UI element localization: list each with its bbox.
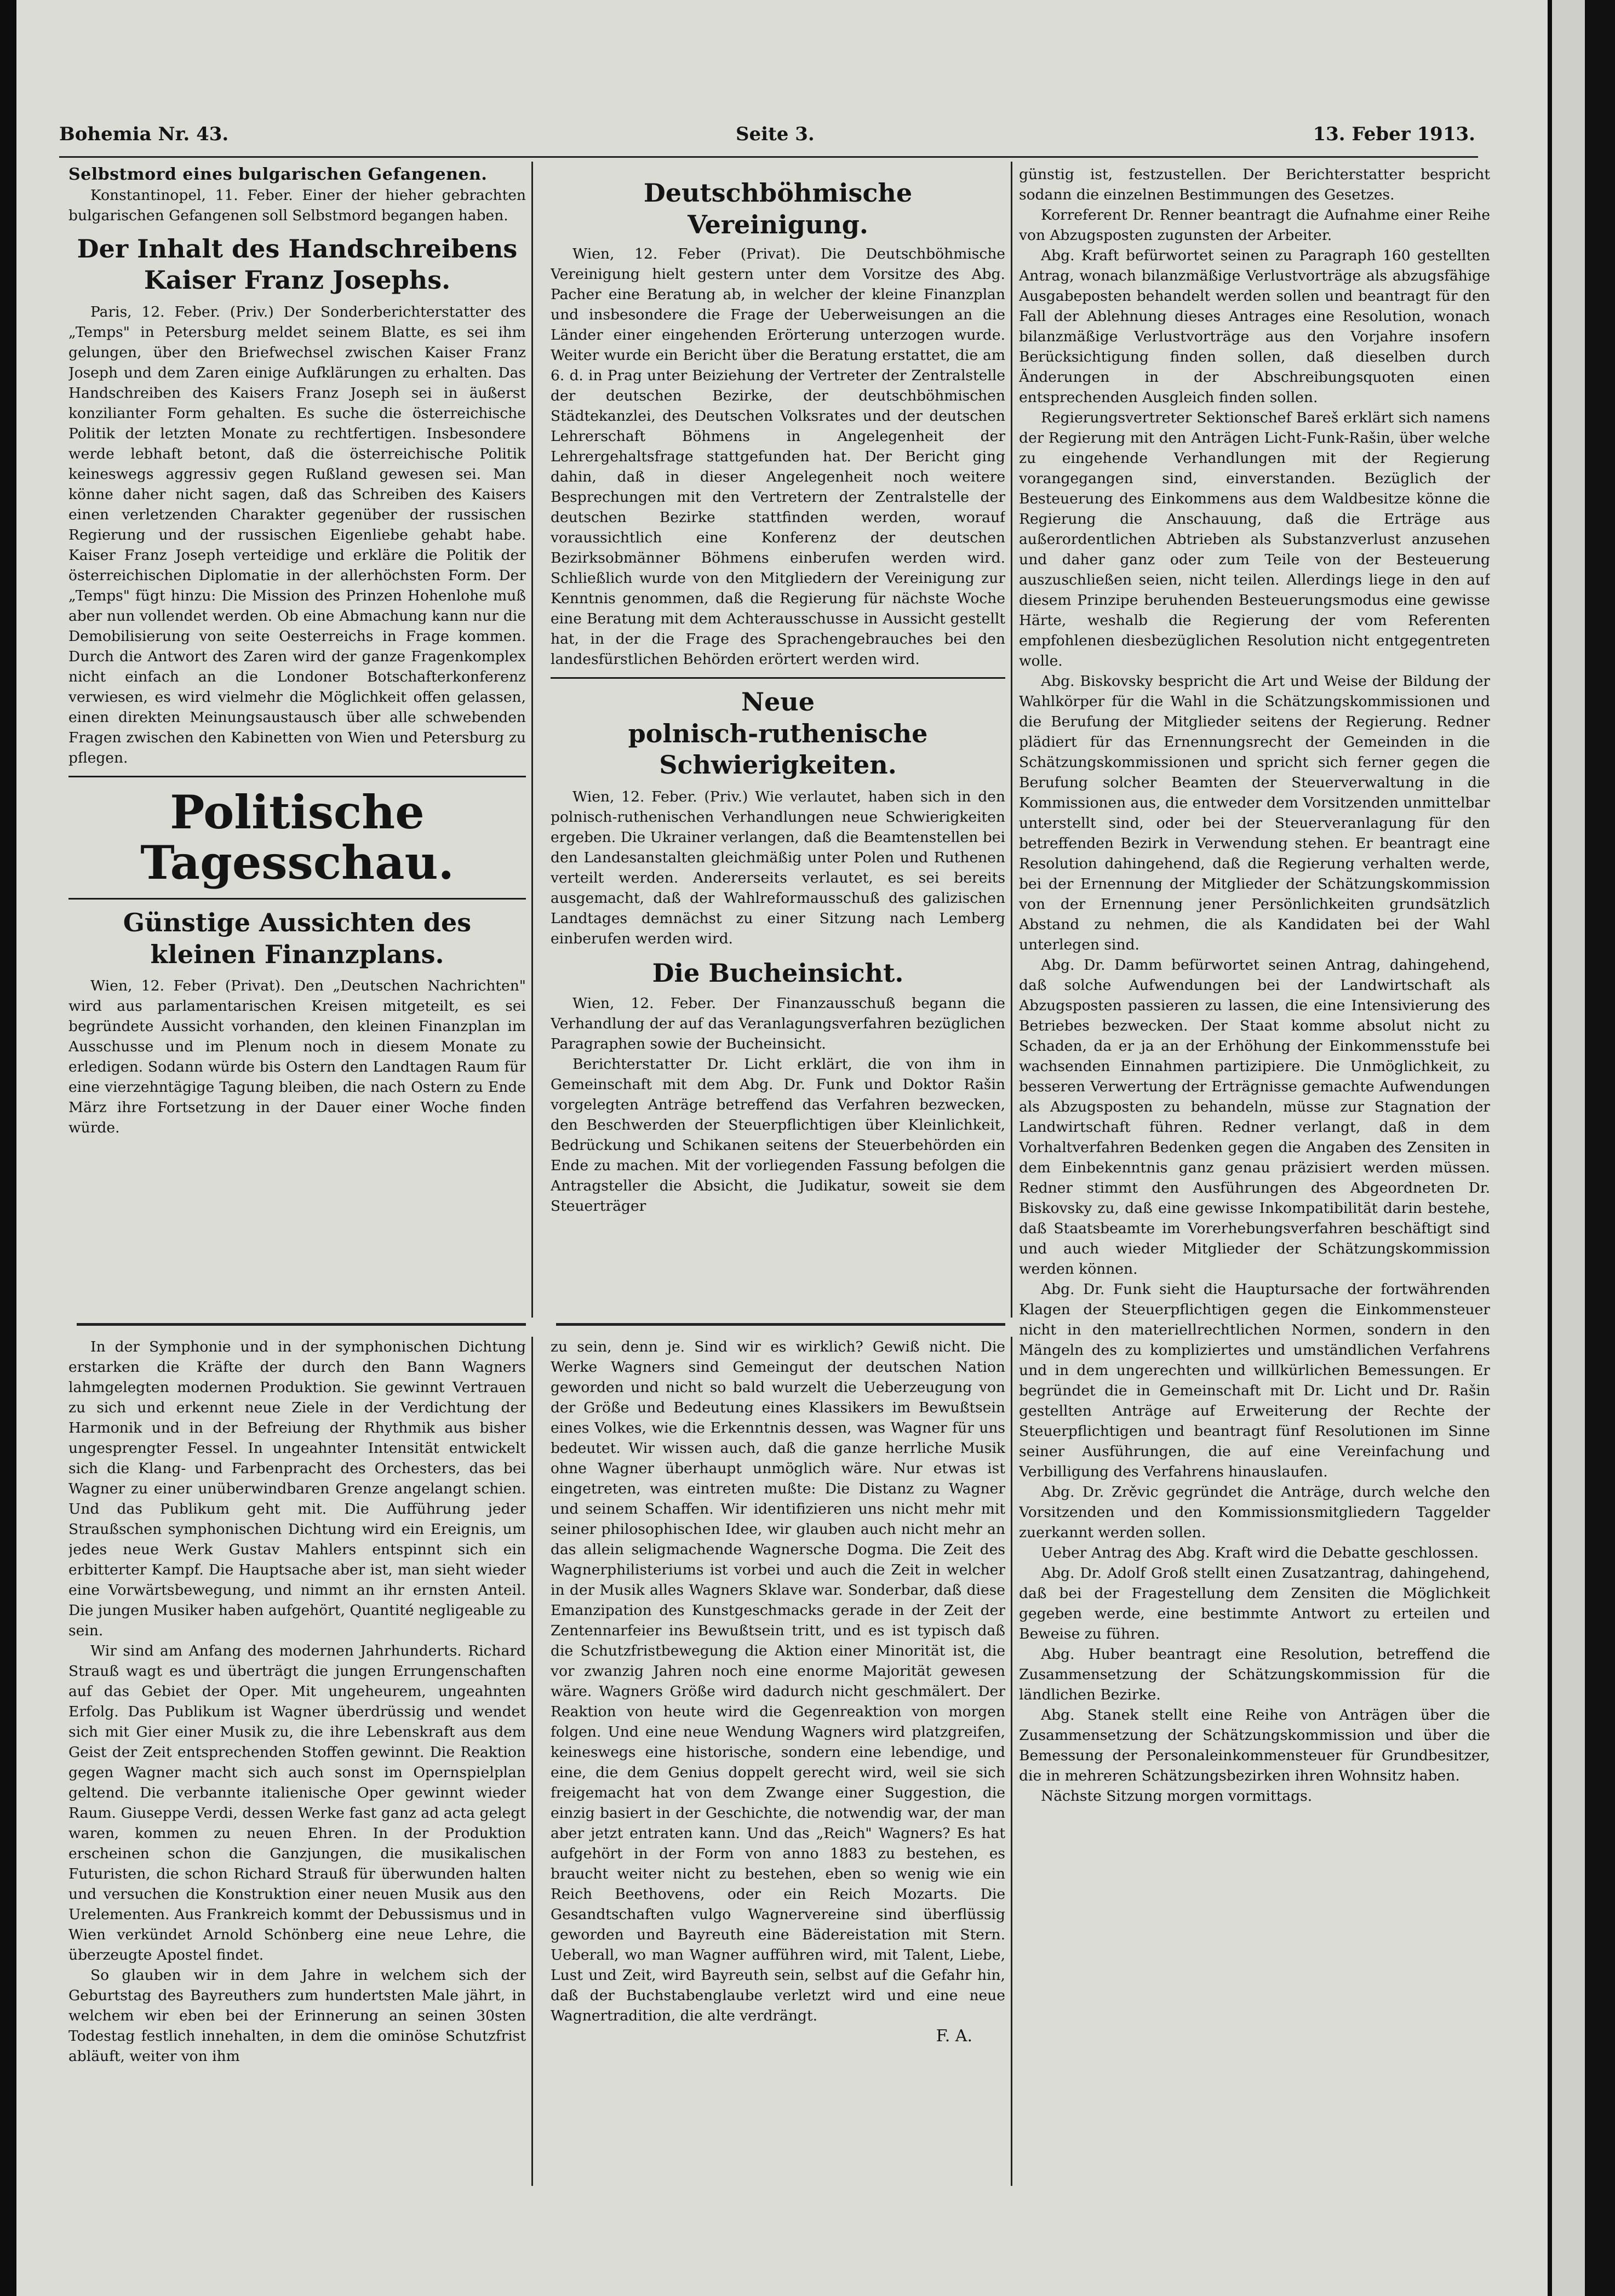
section-rule xyxy=(68,898,526,900)
feuilleton-column-2 xyxy=(551,1337,1005,2191)
masthead-paper-issue: Bohemia Nr. 43. xyxy=(59,123,229,145)
feuilleton-separator-right xyxy=(556,1323,1005,1326)
article-col3-p11: Abg. Huber beantragt eine Resolution, betreffend die Zusammensetzung der Schätzungskommission für die ländlichen Bezirke. xyxy=(1019,1646,1490,1703)
article-col3-p7: Abg. Dr. Funk sieht die Hauptursache der fortwährenden Klagen der Steuerpflichtigen gegen die Einkommensteuer nicht in den materiellrechtlichen Normen, sondern in den Mängeln des zu kompliziertes und umständlichen Verfahrens und in dem ungerechten und willkürlichen Bemessungen. Er begründet die in Gemeinschaft mit Dr. Licht und Dr. Rašin gestellten Anträge auf Erweiterung der Rechte der Steuerpflichtigen und beantragt fünf Resolutionen im Sinne seiner Ausführungen, die auf eine Vereinfachung und Verbilligung des Verfahrens hinauslaufen. xyxy=(1019,1281,1490,1480)
feuilleton-column-1 xyxy=(68,1337,526,2191)
headline-polnisch-ruthenisch: polnisch-ruthenische Schwierigkeiten. xyxy=(628,718,928,780)
article-col3-p13: Nächste Sitzung morgen vormittags. xyxy=(1041,1788,1313,1805)
headline-handschreiben: Der Inhalt des Handschreibens Kaiser Franz Josephs. xyxy=(77,233,518,295)
feuilleton-paragraph: Wir sind am Anfang des modernen Jahrhunderts. Richard Strauß wagt es und überträgt die jungen Errungenschaften auf das Gebiet der Oper. Mit ungeheurem, ungeahnten Erfolg. Das Publikum ist Wagner überdrüssig und wendet sich mit Gier einer Musik zu, die ihre Lebenskraft aus dem Geist der Zeit entsprechenden Stoffen gewinnt. Die Reaktion gegen Wagner macht sich auch sonst im Opernspielplan geltend. Die verbannte italienische Oper gewinnt wieder Raum. Giuseppe Verdi, dessen Werke fast ganz ad acta gelegt waren, kommen zu neuen Ehren. In der Produktion erscheinen schon die Ganzjungen, die musikalischen Futuristen, die schon Richard Strauß für überwunden halten und versuchen die Konstruktion einer neuen Musik aus den Urelementen. Aus Frankreich kommt der Debussismus und in Wien verkündet Arnold Schönberg eine neue Lehre, die überzeugte Apostel findet. xyxy=(68,1642,526,1963)
article-col3-p9: Ueber Antrag des Abg. Kraft wird die Debatte geschlossen. xyxy=(1041,1544,1479,1561)
masthead-rule xyxy=(59,156,1478,158)
column-rule-1 xyxy=(531,162,533,1318)
article-col3-p4: Regierungsvertreter Sektionschef Bareš erklärt sich namens der Regierung mit den Anträgen Licht-Funk-Rašin, über welche zu eingehende Verhandlungen mit der Regierung vorangegangen sind, einverstanden. Bezüglich der Besteuerung des Einkommens aus dem Waldbesitze könne die Regierung die Anschauung, daß die Erträge aus außerordentlichen Abtrieben als Substanzverlust anzusehen und daher ganz oder zum Teile von der Besteuerung auszuschließen seien, nicht teilen. Allerdings liege in den auf diesem Prinzipe beruhenden Besteuerungsmodus eine gewisse Härte, weshalb die Regierung der vom Referenten empfohlenen diesbezüglichen Resolution nicht entgegentreten wolle. xyxy=(1019,409,1490,669)
article-bucheinsicht-1: Wien, 12. Feber. Der Finanzausschuß begann die Verhandlung der auf das Veranlagungsverfahren bezüglichen Paragraphen sowie der Bucheinsicht. xyxy=(551,995,1005,1052)
article-col3-p2: Korreferent Dr. Renner beantragt die Aufnahme einer Reihe von Abzugsposten zugunsten der Arbeiter. xyxy=(1019,207,1490,244)
article-col3-p5: Abg. Biskovsky bespricht die Art und Weise der Bildung der Wahlkörper für die Wahl in die Schätzungskommissionen und die Berufung der Mitglieder seitens der Regierung. Redner plädiert für das Ernennungsrecht der Gemeinden in die Schätzungskommissionen und spricht sich ferner gegen die Berufung solcher Beamten der Steuerverwaltung in die Kommissionen aus, die entweder dem Vorsitzenden unmittelbar unterstellt sind, oder bei der Steuerveranlagung für den betreffenden Bezirk in Verwendung stehen. Er beantragt eine Resolution dahingehend, daß die Regierung verhalten werde, bei der Ernennung der Mitglieder der Schätzungskommission von der Ernennung jener Persönlichkeiten grundsätzlich Abstand zu nehmen, die als Kandidaten bei der Wahl unterlegen sind. xyxy=(1019,673,1490,953)
section-rule xyxy=(551,677,1005,679)
column-1-news xyxy=(68,164,526,1309)
headline-finanzplan: Günstige Aussichten des kleinen Finanzplans. xyxy=(123,908,472,969)
column-3-news xyxy=(1019,164,1490,2202)
section-title-tagesschau: Politische Tagesschau. xyxy=(140,785,454,890)
article-col3-p8: Abg. Dr. Zrěvic gegründet die Anträge, durch welche den Vorsitzenden und den Kommissionsmitgliedern Taggelder zuerkannt werden sollen. xyxy=(1019,1484,1490,1541)
article-col3-p10: Abg. Dr. Adolf Groß stellt einen Zusatzantrag, dahingehend, daß bei der Fragestellung dem Zensiten die Möglichkeit gegeben werde, eine bestimmte Antwort zu erteilen und Beweise zu führen. xyxy=(1019,1565,1490,1642)
article-col3-p3: Abg. Kraft befürwortet seinen zu Paragraph 160 gestellten Antrag, wonach bilanzmäßige Verlustvorträge als abzugsfähige Ausgabeposten behandelt werden sollen und beantragt für den Fall der Ablehnung dieses Antrages eine Resolution, wonach bilanzmäßige Verlustvorträge aus den Vorjahre insofern Berücksichtigung finden sollen, daß dieselben durch Änderungen in der Abschreibungsquoten einen entsprechenden Ausgleich finden sollen. xyxy=(1019,247,1490,406)
feuilleton-paragraph: zu sein, denn je. Sind wir es wirklich? Gewiß nicht. Die Werke Wagners sind Gemeingut der deutschen Nation geworden und nicht so bald wurzelt die Ueberzeugung von der Größe und Bedeutung eines Klassikers im Bewußtsein eines Volkes, wie die Erkenntnis dessen, was Wagner für uns bedeutet. Wir wissen auch, daß die ganze herrliche Musik ohne Wagner überhaupt unmöglich wäre. Nur etwas ist eingetreten, was eintreten mußte: Die Distanz zu Wagner und seinem Schaffen. Wir identifizieren uns nicht mehr mit seiner philosophischen Idee, wir glauben auch nicht mehr an das allein seligmachende Wagnersche Dogma. Die Zeit des Wagnerphilisteriums ist vorbei und auch die Zeit in welcher in der Musik alles Wagners Sklave war. Sonderbar, daß diese Emanzipation des Kunstgeschmacks gerade in der Zeit der Zentennarfeier ins Bewußtsein tritt, und es ist typisch daß die Schutzfristbewegung die Aktion einer Minorität ist, die vor zwanzig Jahren noch eine enorme Majorität gewesen wäre. Wagners Größe wird dadurch nicht geschmälert. Der Reaktion von heute wird die Gegenreaktion von morgen folgen. Und eine neue Wendung Wagners wird platzgreifen, keineswegs eine historische, sondern eine lebendige, und eine, die dem Genius doppelt gerecht wird, weil sie sich freigemacht hat von dem Zwange einer Suggestion, die einzig basiert in der Geschichte, die notwendig war, der man aber jetzt entraten kann. Und das „Reich" Wagners? Es hat aufgehört in der Form von anno 1883 zu bestehen, es braucht weiter nicht zu bestehen, eben so wenig wie ein Reich Beethovens, oder ein Reich Mozarts. Die Gesandtschaften vulgo Wagnervereine sind überflüssig geworden und Bayreuth eine Bädereistation mit Stern. Ueberall, wo man Wagner aufführen wird, mit Talent, Liebe, Lust und Zeit, wird Bayreuth sein, selbst auf die Gefahr hin, daß der Buchstabenglaube verletzt wird und eine neue Wagnertradition, die alte verdrängt. xyxy=(551,1338,1005,2024)
article-selbstmord: Konstantinopel, 11. Feber. Einer der hieher gebrachten bulgarischen Gefangenen soll Selbstmord begangen haben. xyxy=(68,186,526,224)
newspaper-page xyxy=(16,0,1548,2296)
feuilleton-paragraph: So glauben wir in dem Jahre in welchem sich der Geburtstag des Bayreuthers zum hundertsten Male jährt, in welchem wir eben bei der Erinnerung an seinen 30sten Todestag festlich innehalten, in dem die ominöse Schutzfrist abläuft, weiter von ihm xyxy=(68,1967,526,2065)
feuilleton-separator-left xyxy=(77,1323,526,1326)
headline-neue: Neue xyxy=(741,687,815,717)
scan-edge xyxy=(1585,0,1615,2296)
masthead-date: 13. Feber 1913. xyxy=(1313,123,1475,145)
article-col3-p1: günstig ist, festzustellen. Der Berichterstatter bespricht sodann die einzelnen Bestimmungen des Gesetzes. xyxy=(1019,166,1490,203)
article-col3-p12: Abg. Stanek stellt eine Reihe von Anträgen über die Zusammensetzung der Schätzungskommission und über die Bemessung der Personaleinkommensteuer für Grundbesitzer, die in mehreren Schätzungsbezirken ihren Wohnsitz haben. xyxy=(1019,1707,1490,1784)
article-finanzplan: Wien, 12. Feber (Privat). Den „Deutschen Nachrichten" wird aus parlamentarischen Kreisen mitgeteilt, es sei begründete Aussicht vorhanden, den kleinen Finanzplan im Ausschusse und im Plenum noch in diesem Monate zu erledigen. Sodann würde bis Ostern den Landtagen Raum für eine vierzehntägige Tagung bleiben, die nach Ostern zu Ende März ihre Fortsetzung in der Dauer einer Woche finden würde. xyxy=(68,977,526,1137)
column-rule-feuilleton-1 xyxy=(531,1337,533,2186)
article-col3-p6: Abg. Dr. Damm befürwortet seinen Antrag, dahingehend, daß solche Aufwendungen bei der Landwirtschaft als Abzugsposten passieren zu lassen, die eine Intensivierung des Betriebes bezwecken. Der Staat komme absolut nicht zu Schaden, da er ja an der Erhöhung der Einkommensstufe bei wachsenden Einnahmen partizipiere. Die Unmöglichkeit, zu besseren Verwertung der Erträgnisse gemachte Aufwendungen als Abzugsposten zu behandeln, müsse zur Stagnation der Landwirtschaft führen. Redner verlangt, daß in dem Vorhaltverfahren Bedenken gegen die Angaben des Zensiten in dem Einbekenntnis ganz genau präzisiert werden müssen. Redner stimmt den Ausführungen des Abgeordneten Dr. Biskovsky zu, daß eine gewisse Inkompatibilität darin bestehe, daß Staatsbeamte im Vorerhebungsverfahren beschäftigt sind und auch wieder Mitglieder der Schätzungskommission werden können. xyxy=(1019,957,1490,1278)
feuilleton-paragraph: In der Symphonie und in der symphonischen Dichtung erstarken die Kräfte der durch den Bann Wagners lahmgelegten modernen Produktion. Sie gewinnt Vertrauen zu sich und erkennt neue Ziele in der Verdichtung der Harmonik und in der Befreiung der Rhythmik aus bisher ungesprengter Fessel. In ungeahnter Intensität entwickelt sich die Klang- und Farbenpracht des Orchesters, das bei Wagner zu einer unüberwindbaren Grenze angelangt schien. Und das Publikum geht mit. Die Aufführung jeder Straußschen symphonischen Dichtung wird ein Ereignis, um jedes neue Werk Gustav Mahlers entspinnt sich ein erbitterter Kampf. Die Hauptsache aber ist, man sieht wieder eine Vorwärtsbewegung, und nimmt an ihr ernsten Anteil. Die jungen Musiker haben aufgehört, Quantité negligeable zu sein. xyxy=(68,1338,526,1639)
masthead-page-number: Seite 3. xyxy=(736,123,815,145)
column-rule-2 xyxy=(1011,162,1012,1318)
column-rule-feuilleton-2 xyxy=(1011,1337,1012,2186)
article-deutschboehmische: Wien, 12. Feber (Privat). Die Deutschböhmische Vereinigung hielt gestern unter dem Vorsitze des Abg. Pacher eine Beratung ab, in welcher der kleine Finanzplan und insbesondere die Frage der Ueberweisungen an die Länder einer eingehenden Erörterung unterzogen wurde. Weiter wurde ein Bericht über die Beratung erstattet, die am 6. d. in Prag unter Beiziehung der Vertreter der Zentralstelle der deutschen Bezirke, der deutschböhmischen Städtekanzlei, des Deutschen Volksrates und der deutschen Lehrerschaft Böhmens in Angelegenheit der Lehrergehaltsfrage stattgefunden hat. Der Bericht ging dahin, daß in dieser Angelegenheit noch weitere Besprechungen mit den Vertretern der Zentralstelle der deutschen Bezirke stattfinden werden, worauf voraussichtlich eine Konferenz der deutschen Bezirksobmänner Böhmens einberufen werden wird. Schließlich wurde von den Mitgliedern der Vereinigung zur Kenntnis genommen, daß die Regierung für nächste Woche eine Beratung mit dem Achterausschusse in Aussicht gestellt hat, in der die Frage des Sprachengebrauches bei den landesfürstlichen Behörden erörtert werden wird. xyxy=(551,245,1005,668)
headline-deutschboehmische: Deutschböhmische Vereinigung. xyxy=(643,178,913,239)
scan-border xyxy=(1552,0,1585,2296)
feuilleton-signature: F. A. xyxy=(936,2026,972,2046)
headline-bucheinsicht: Die Bucheinsicht. xyxy=(652,958,904,988)
headline-selbstmord: Selbstmord eines bulgarischen Gefangenen. xyxy=(68,165,488,184)
masthead xyxy=(59,123,1475,151)
column-2-news xyxy=(551,164,1005,1309)
article-handschreiben: Paris, 12. Feber. (Priv.) Der Sonderberichterstatter des „Temps" in Petersburg meldet seinem Blatte, es sei ihm gelungen, über den Briefwechsel zwischen Kaiser Franz Joseph und dem Zaren einige Aufklärungen zu erhalten. Das Handschreiben des Kaisers Franz Joseph sei in äußerst konzilianter Form gehalten. Es suche die österreichische Politik der letzten Monate zu rechtfertigen. Insbesondere werde lebhaft betont, daß die österreichische Politik keineswegs aggressiv gegen Rußland gewesen sei. Man könne daher nicht sagen, daß das Schreiben des Kaisers einen verletzenden Charakter gegenüber der russischen Regierung und der russischen Eigenliebe gehabt habe. Kaiser Franz Joseph verteidige und erkläre die Politik der österreichischen Diplomatie in der allerhöchsten Form. Der „Temps" fügt hinzu: Die Mission des Prinzen Hohenlohe muß aber nun vollendet werden. Ob eine Abmachung kann nur die Demobilisierung von seite Oesterreichs in Frage kommen. Durch die Antwort des Zaren wird der ganze Fragenkomplex nicht einfach an die Londoner Botschafterkonferenz verwiesen, es wird vielmehr die Möglichkeit offen gelassen, einen direkten Meinungsaustausch über alle schwebenden Fragen zwischen den Kabinetten von Wien und Petersburg zu pflegen. xyxy=(68,303,526,766)
article-bucheinsicht-2: Berichterstatter Dr. Licht erklärt, die von ihm in Gemeinschaft mit dem Abg. Dr. Funk und Doktor Rašin vorgelegten Anträge betreffend das Verfahren bezwecken, den Beschwerden der Steuerpflichtigen über Kleinlichkeit, Bedrückung und Schikanen seitens der Steuerbehörden ein Ende zu machen. Mit der vorliegenden Fassung befolgen die Antragsteller die Absicht, die Judikatur, soweit sie dem Steuerträger xyxy=(551,1056,1005,1215)
section-rule xyxy=(68,776,526,777)
article-polnisch-ruthenisch: Wien, 12. Feber. (Priv.) Wie verlautet, haben sich in den polnisch-ruthenischen Verhandlungen neue Schwierigkeiten ergeben. Die Ukrainer verlangen, daß die Beamtenstellen bei den Landesanstalten gleichmäßig unter Polen und Ruthenen verteilt werden. Andererseits verlautet, es sei bereits ausgemacht, daß der Wahlreformausschuß des galizischen Landtages demnächst zu einer Sitzung nach Lemberg einberufen werden wird. xyxy=(551,788,1005,947)
